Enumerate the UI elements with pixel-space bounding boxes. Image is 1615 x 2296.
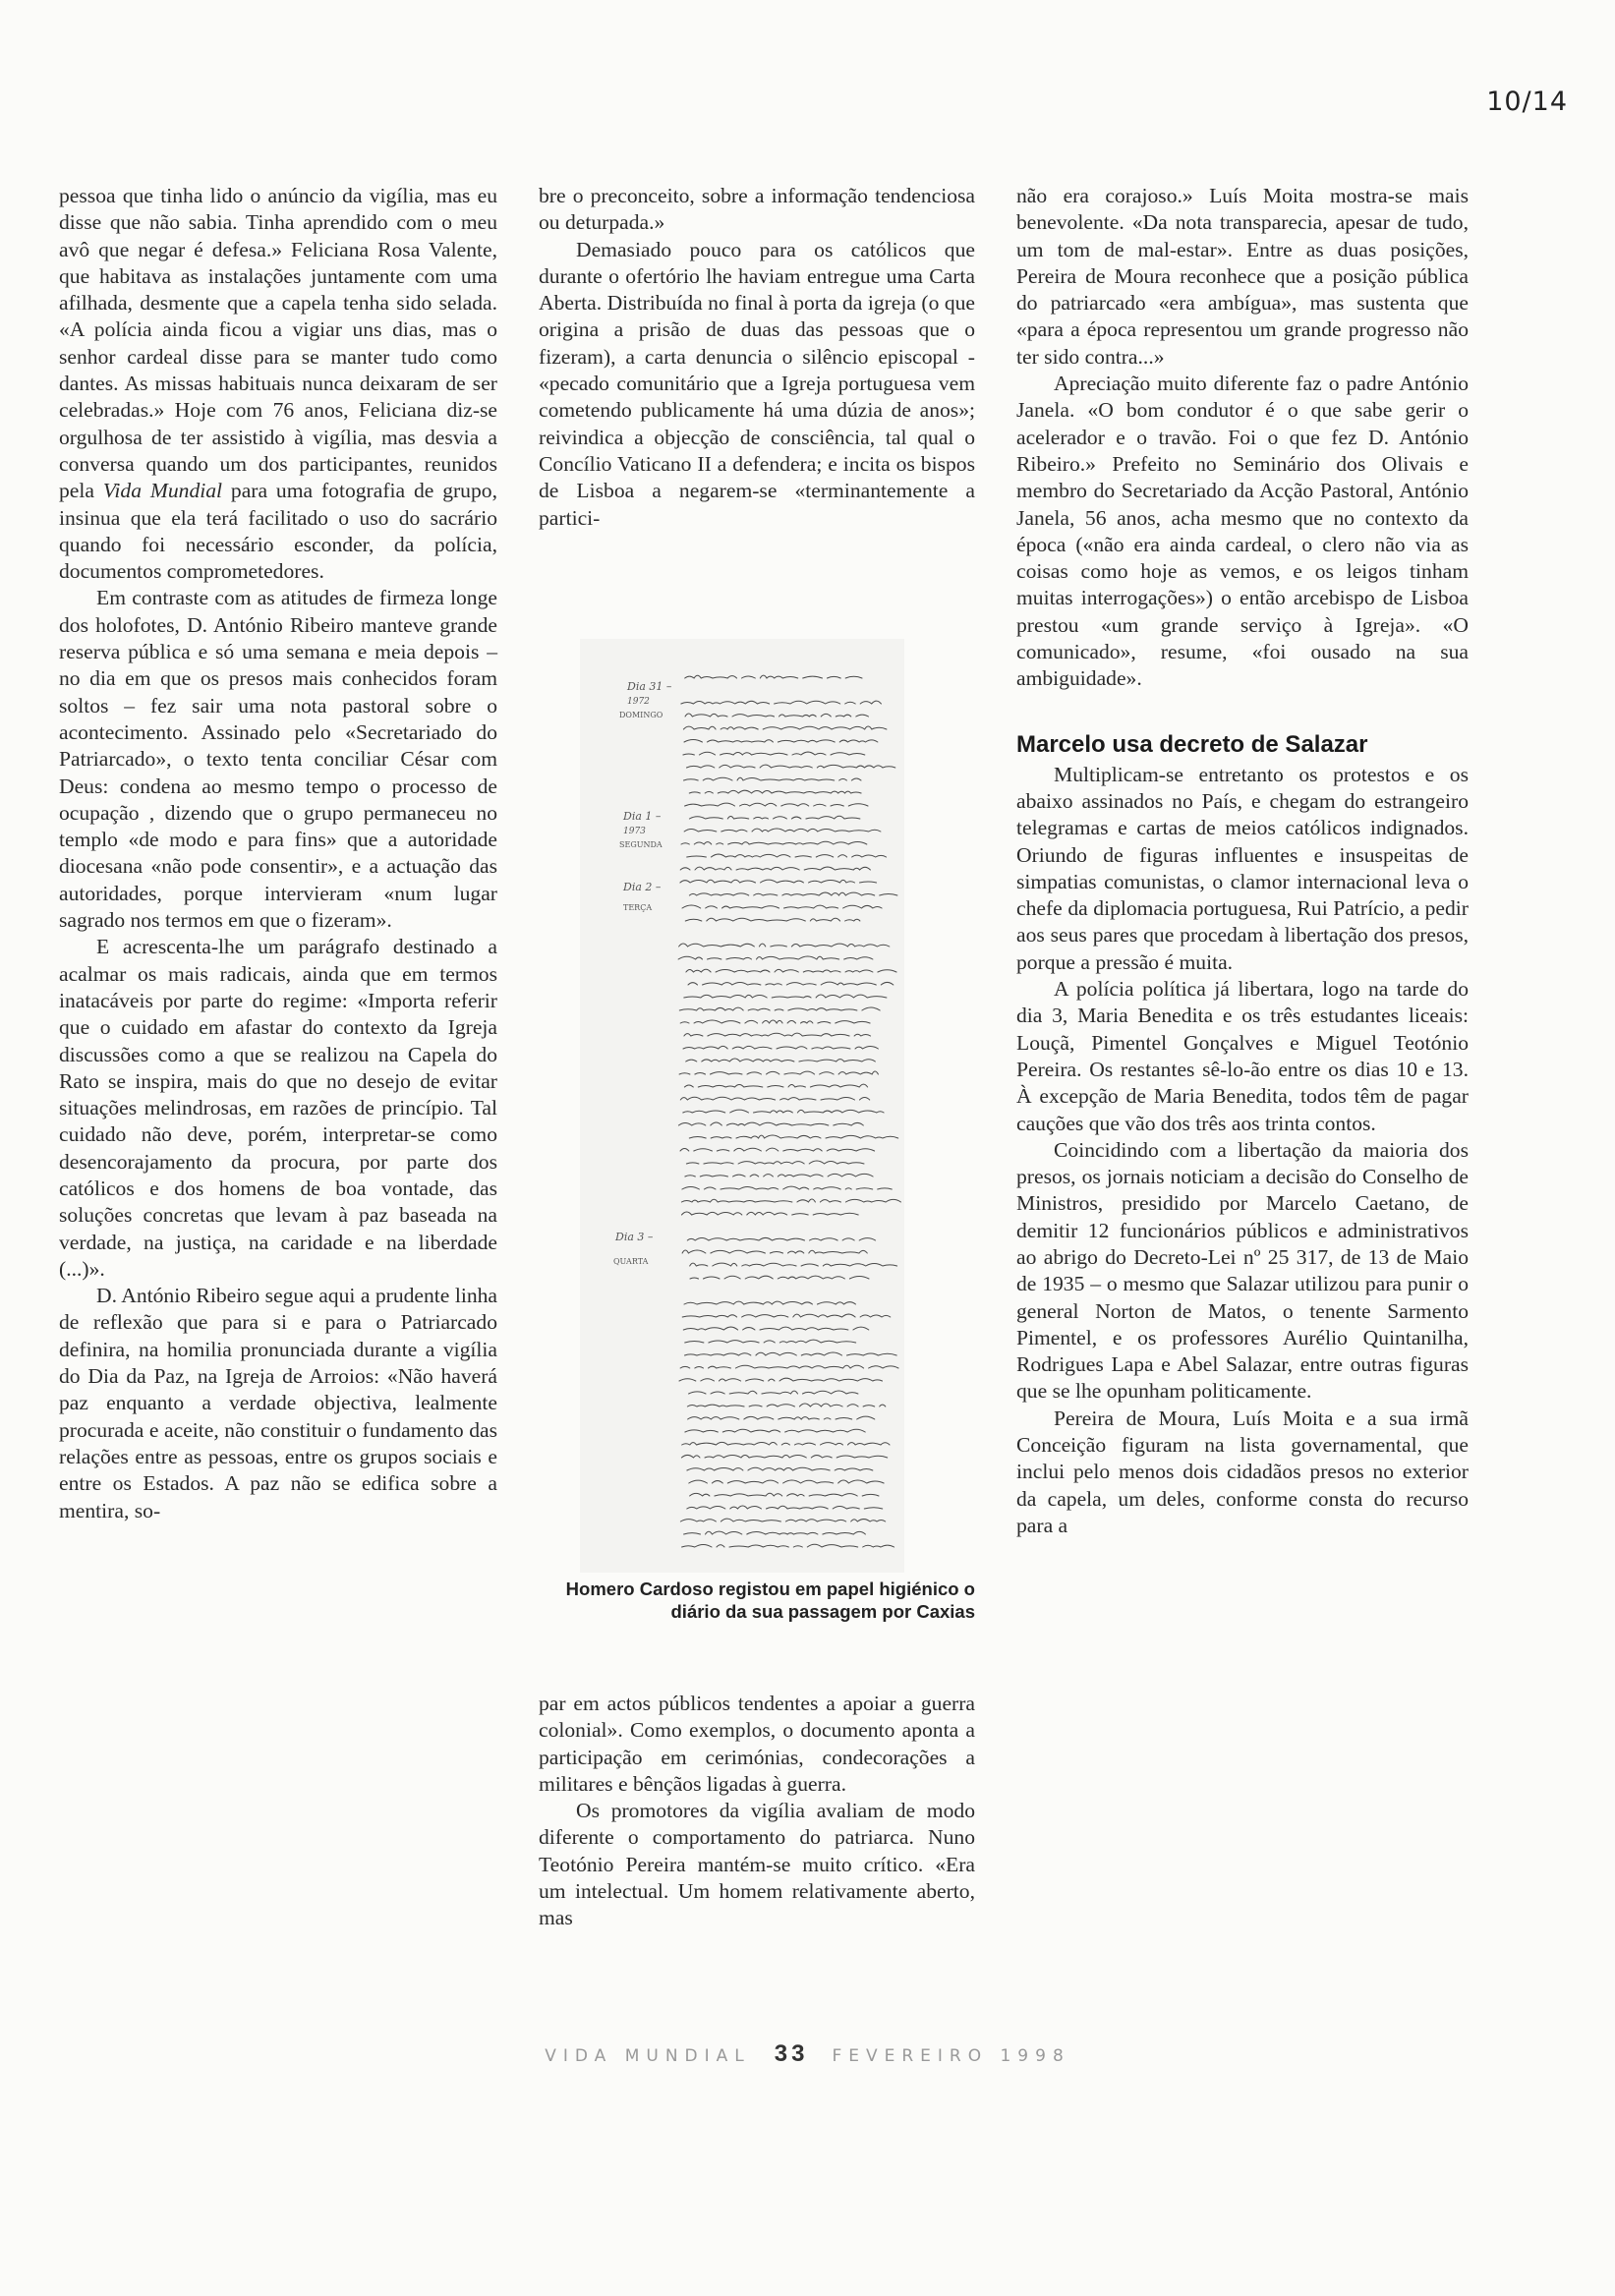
handwritten-diary-image: [580, 639, 904, 1573]
paragraph: não era corajoso.» Luís Moita mostra-se mais benevolente. «Da nota transparecia, apesar de tudo, um tom de mal-estar». Entre as duas posições, Pereira de Moura reconhece que a posição pública do patriarcado «era ambígua», mas sustenta que «para a época representou um grande progresso não ter sido contra...»: [1016, 184, 1469, 369]
paragraph: Pereira de Moura, Luís Moita e a sua irmã Conceição figuram na lista governamental, que inclui pelo menos dois cidadãos presos no exterior da capela, um deles, conforme consta do recurso para a: [1016, 1406, 1469, 1537]
article-column-2-continued: [539, 1691, 975, 1932]
footer-date: FEVEREIRO 1998: [832, 2046, 1070, 2066]
article-column-2: [539, 183, 975, 532]
diary-date-note: SEGUNDA: [619, 840, 663, 849]
section-subheading: Marcelo usa decreto de Salazar: [1016, 730, 1368, 758]
diary-date-note: TERÇA: [623, 903, 653, 912]
diary-date-note: Dia 1 –: [623, 810, 662, 823]
diary-date-note: Dia 31 –: [627, 680, 672, 693]
paragraph: bre o preconceito, sobre a informação tendenciosa ou deturpada.»: [539, 184, 975, 235]
footer-publication: VIDA MUNDIAL: [545, 2046, 751, 2066]
paragraph: Apreciação muito diferente faz o padre António Janela. «O bom condutor é o que sabe gerir o acelerador e o travão. Foi o que fez D. António Ribeiro.» Prefeito no Seminário dos Olivais e membro do Secretariado da Acção Pastoral, António Janela, 56 anos, acha mesmo que no contexto da época («não era ainda cardeal, o clero não via as coisas como hoje as vemos, e os leigos tinham muitas interrogações») o então arcebispo de Lisboa prestou «um grande serviço à Igreja». «O comunicado», resume, «foi ousado na sua ambiguidade».: [1016, 372, 1469, 691]
paragraph: Multiplicam-se entretanto os protestos e os abaixo assinados no País, e chegam do estrangeiro telegramas e cartas de meios católicos indignados. Oriundo de figuras influentes e insuspeitas de simpatias comunistas, o clamor internacional leva o chefe da diplomacia portuguesa, Rui Patrício, a pedir aos seus pares que procedam à libertação dos presos, porque a pressão é muita.: [1016, 762, 1469, 974]
paragraph: Os promotores da vigília avaliam de modo diferente o comportamento do patriarca. Nuno Teotónio Pereira mantém-se muito crítico. «Era um intelectual. Um homem relativamente aberto, mas: [539, 1799, 975, 1930]
diary-date-note: QUARTA: [613, 1257, 649, 1266]
paragraph: Coincidindo com a libertação da maioria dos presos, os jornais noticiam a decisão do Conselho de Ministros, presidido por Marcelo Caetano, de demitir 12 funcionários públicos e administrativos ao abrigo do Decreto-Lei nº 25 317, de 13 de Maio de 1935 – o mesmo que Salazar utilizou para punir o general Norton de Matos, o tenente Sarmento Pimentel, e os professores Aurélio Quintanilha, Rodrigues Lapa e Abel Salazar, entre outras figuras que se lhe opunham politicamente.: [1016, 1137, 1469, 1404]
page-footer: [0, 2040, 1615, 2068]
diary-date-note: 1972: [627, 697, 650, 707]
diary-date-note: Dia 2 –: [623, 881, 662, 893]
photo-caption: Homero Cardoso registou em papel higiénico o diário da sua passagem por Caxias: [565, 1578, 975, 1622]
diary-date-note: Dia 3 –: [615, 1231, 654, 1243]
publication-name: Vida Mundial: [102, 479, 223, 503]
page-number: 10/14: [1486, 86, 1568, 117]
paragraph: Em contraste com as atitudes de firmeza longe dos holofotes, D. António Ribeiro manteve grande reserva pública e só uma semana e meia depois – no dia em que os presos mais conhecidos foram soltos – fez sair uma nota pastoral sobre o acontecimento. Assinado pelo «Secretariado do Patriarcado», o texto tenta conciliar César com Deus: condena ao mesmo tempo o processo de ocupação , dizendo que o grupo permaneceu no templo «de modo e para fins» que a autoridade diocesana «não pode consentir», e a actuação das autoridades, porque intervieram «num lugar sagrado nos termos em que o fizeram».: [59, 586, 497, 933]
paragraph: A polícia política já libertara, logo na tarde do dia 3, Maria Benedita e os três estudantes liceais: Louçã, Pimentel Gonçalves e Miguel Teotónio Pereira. Os restantes sê-lo-ão entre os dias 10 e 13. À excepção de Maria Benedita, todos têm de pagar cauções que vão dos três aos trinta contos.: [1016, 977, 1469, 1135]
article-column-1: [59, 183, 497, 1524]
paragraph: E acrescenta-lhe um parágrafo destinado a acalmar os mais radicais, ainda que em termos inatacáveis por parte do regime: «Importa referir que o cuidado em afastar do contexto da Igreja discussões como a que se realizou na Capela do Rato se inspira, mais do que no desejo de evitar situações melindrosas, em razões de princípio. Tal cuidado não deve, porém, interpretar-se como desencorajamento da procura, por parte dos católicos e dos homens de boa vontade, das soluções concretas que levam à paz baseada na verdade, na justiça, na caridade e na liberdade (...)».: [59, 935, 497, 1281]
paragraph: pessoa que tinha lido o anúncio da vigília, mas eu disse que não sabia. Tinha aprendido com o meu avô que negar é defesa.» Feliciana Rosa Valente, que habitava as instalações juntamente com uma afilhada, desmente que a capela tenha sido selada. «A polícia ainda ficou a vigiar uns dias, mas o senhor cardeal disse para se manter tudo como dantes. As missas habituais nunca deixaram de ser celebradas.» Hoje com 76 anos, Feliciana diz-se orgulhosa de ter assistido à vigília, mas desvia a conversa quando um dos participantes, reunidos pela Vida Mundial para uma fotografia de grupo, insinua que ela terá facilitado o uso do sacrário quando foi necessário esconder, da polícia, documentos comprometedores.: [59, 184, 497, 584]
footer-page-number: 33: [774, 2040, 809, 2067]
diary-date-note: 1973: [623, 827, 646, 836]
paragraph: D. António Ribeiro segue aqui a prudente linha de reflexão que para si e para o Patriarcado definira, na homilia pronunciada durante a vigília do Dia da Paz, na Igreja de Arroios: «Não haverá paz enquanto a verdade objectiva, lealmente procurada e aceite, não constituir o fundamento das relações entre as pessoas, entre os grupos sociais e entre os Estados. A paz não se edifica sobre a mentira, so-: [59, 1284, 497, 1522]
article-column-3: [1016, 183, 1469, 1539]
paragraph: Demasiado pouco para os católicos que durante o ofertório lhe haviam entregue uma Carta Aberta. Distribuída no final à porta da igreja (o que origina a prisão de duas das pessoas que o fizeram), a carta denuncia o silêncio episcopal - «pecado comunitário que a Igreja portuguesa vem cometendo publicamente há uma dúzia de anos»; reivindica a objecção de consciência, tal qual o Concílio Vaticano II a defendera; e incita os bispos de Lisboa a negarem-se «terminantemente a partici-: [539, 237, 975, 530]
paragraph: par em actos públicos tendentes a apoiar a guerra colonial». Como exemplos, o documento aponta a participação em cerimónias, condecorações a militares e bênçãos ligadas à guerra.: [539, 1692, 975, 1796]
handwritten-diary-photo: [580, 639, 904, 1573]
diary-date-note: DOMINGO: [619, 711, 663, 719]
